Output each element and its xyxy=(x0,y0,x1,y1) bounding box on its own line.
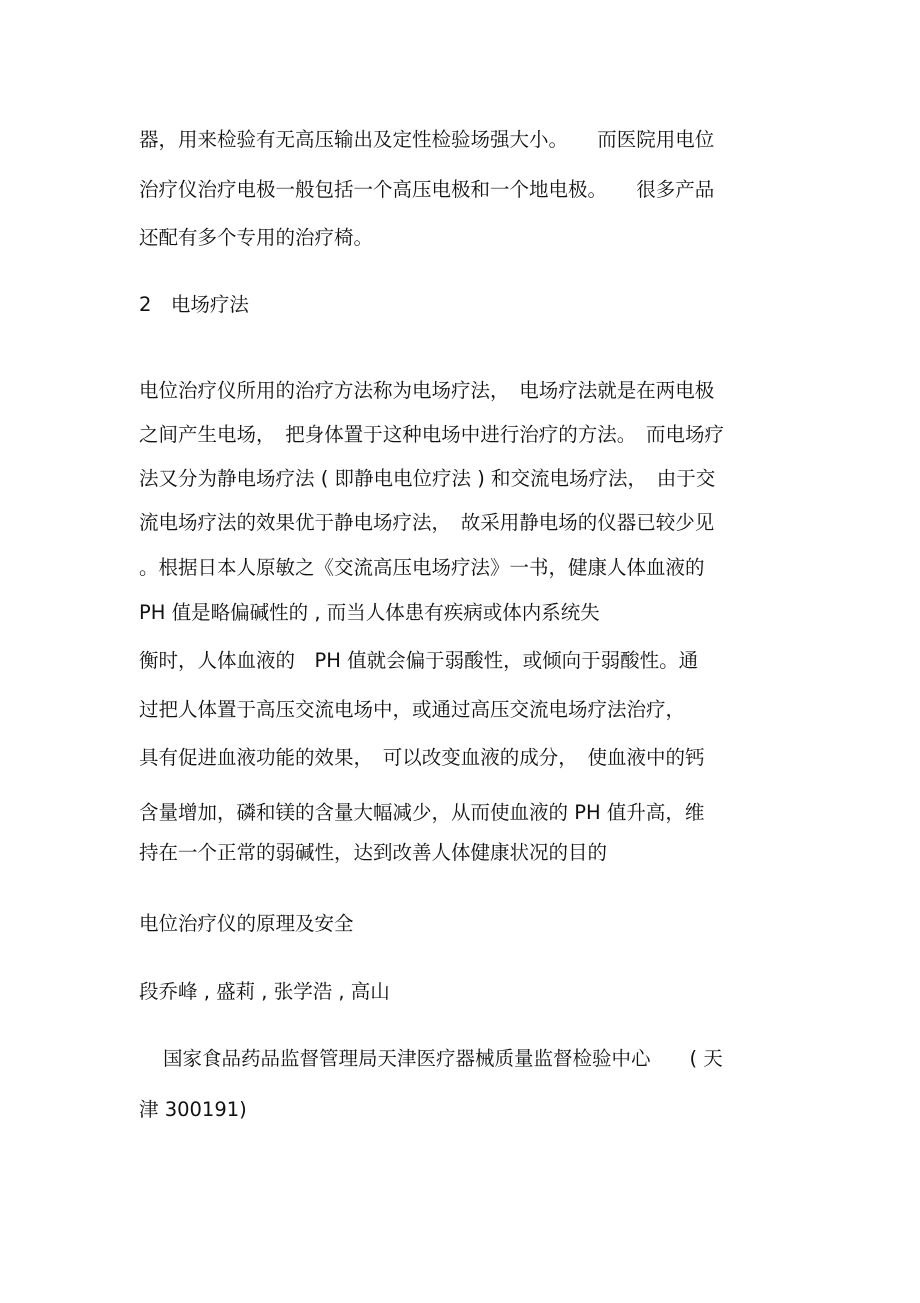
paragraph-2-line: PH 值是略偏碱性的 , 而当人体患有疾病或体内系统失 xyxy=(139,601,600,624)
article-title: 电位治疗仪的原理及安全 xyxy=(139,912,354,935)
paragraph-2-line: 含量增加，磷和镁的含量大幅减少，从而使血液的 PH 值升高，维 xyxy=(139,801,705,824)
paragraph-2-line: 过把人体置于高压交流电场中，或通过高压交流电场疗法治疗， xyxy=(139,698,686,721)
paragraph-2-line: 持在一个正常的弱碱性，达到改善人体健康状况的目的 xyxy=(139,841,608,864)
paragraph-2-line: 之间产生电场， 把身体置于这种电场中进行治疗的方法。 而电场疗 xyxy=(139,423,725,446)
paragraph-2-line: 。根据日本人原敏之《交流高压电场疗法》一书，健康人体血液的 xyxy=(139,556,705,579)
paragraph-1-line: 还配有多个专用的治疗椅。 xyxy=(139,226,374,249)
paragraph-2-line: 衡时，人体血液的 PH 值就会偏于弱酸性，或倾向于弱酸性。通 xyxy=(139,649,699,672)
paragraph-2-line: 电位治疗仪所用的治疗方法称为电场疗法， 电场疗法就是在两电极 xyxy=(139,379,715,402)
authors: 段乔峰 , 盛莉 , 张学浩 , 高山 xyxy=(139,980,390,1003)
section-heading: 2 电场疗法 xyxy=(139,293,249,316)
affiliation-line: 国家食品药品监督管理局天津医疗器械质量监督检验中心 ( 天 xyxy=(163,1047,723,1070)
paragraph-2-line: 流电场疗法的效果优于静电场疗法， 故采用静电场的仪器已较少见 xyxy=(139,511,715,534)
paragraph-2-line: 具有促进血液功能的效果， 可以改变血液的成分， 使血液中的钙 xyxy=(139,746,705,769)
affiliation-line: 津 300191) xyxy=(139,1098,247,1121)
paragraph-1-line: 器，用来检验有无高压输出及定性检验场强大小。 而医院用电位 xyxy=(139,128,715,151)
paragraph-2-line: 法又分为静电场疗法 ( 即静电电位疗法 ) 和交流电场疗法， 由于交 xyxy=(139,467,716,490)
paragraph-1-line: 治疗仪治疗电极一般包括一个高压电极和一个地电极。 很多产品 xyxy=(139,178,715,201)
